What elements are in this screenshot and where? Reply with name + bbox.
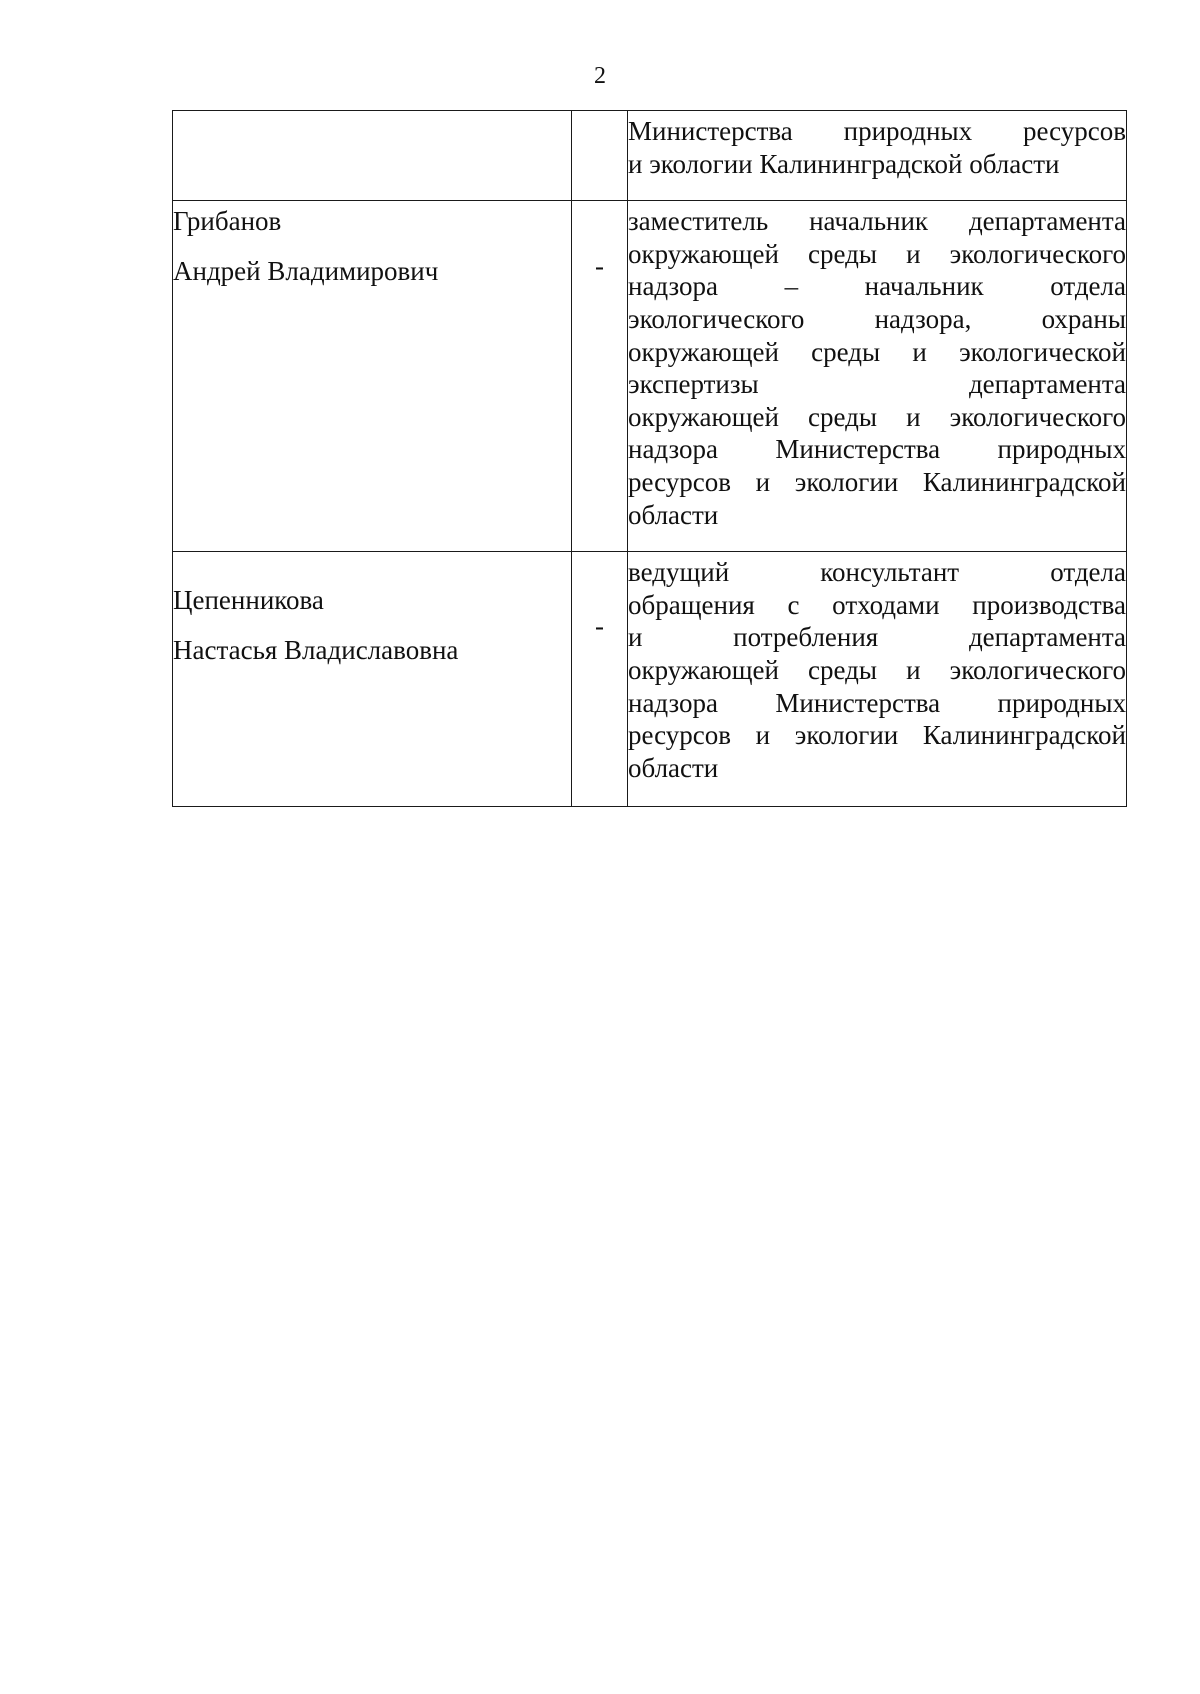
surname: Грибанов bbox=[173, 206, 282, 237]
dash-cell bbox=[572, 552, 628, 807]
role-line: надзора Министерства природных bbox=[628, 687, 1126, 718]
role-line: и потребления департамента bbox=[628, 622, 1126, 653]
role-line: окружающей среды и экологической bbox=[628, 336, 1126, 367]
role-line: заместитель начальник департамента bbox=[628, 206, 1126, 237]
role-line: экспертизы департамента bbox=[628, 369, 1126, 400]
role-line: области bbox=[628, 499, 719, 530]
page-number: 2 bbox=[594, 63, 606, 89]
role-line: окружающей среды и экологического bbox=[628, 401, 1126, 432]
given-names: Андрей Владимирович bbox=[173, 255, 439, 286]
role-description bbox=[628, 115, 1126, 180]
role-line: обращения с отходами производства bbox=[628, 589, 1126, 620]
role-line: ведущий консультант отдела bbox=[628, 557, 1126, 588]
surname: Цепенникова bbox=[173, 585, 324, 616]
role-line: ресурсов и экологии Калининградской bbox=[628, 720, 1126, 751]
dash-separator: - bbox=[595, 251, 604, 282]
table-row bbox=[173, 201, 1127, 552]
role-line: окружающей среды и экологического bbox=[628, 654, 1126, 685]
role-line: и экологии Калининградской области bbox=[628, 148, 1060, 179]
role-line: окружающей среды и экологического bbox=[628, 238, 1126, 269]
members-table bbox=[172, 110, 1127, 807]
role-cell bbox=[628, 111, 1127, 201]
role-description bbox=[628, 205, 1126, 531]
given-names: Настасья Владиславовна bbox=[173, 634, 459, 665]
role-cell bbox=[628, 201, 1127, 552]
role-line: надзора – начальник отдела bbox=[628, 271, 1126, 302]
dash-cell bbox=[572, 201, 628, 552]
role-line: области bbox=[628, 752, 719, 783]
role-line: экологического надзора, охраны bbox=[628, 303, 1126, 334]
table-row bbox=[173, 111, 1127, 201]
role-description bbox=[628, 556, 1126, 784]
name-cell bbox=[173, 552, 572, 807]
dash-separator: - bbox=[595, 611, 604, 642]
role-cell bbox=[628, 552, 1127, 807]
table-row bbox=[173, 552, 1127, 807]
role-line: ресурсов и экологии Калининградской bbox=[628, 466, 1126, 497]
name-cell bbox=[173, 201, 572, 552]
role-line: надзора Министерства природных bbox=[628, 434, 1126, 465]
name-cell bbox=[173, 111, 572, 201]
dash-cell bbox=[572, 111, 628, 201]
role-line: Министерства природных ресурсов bbox=[628, 116, 1126, 146]
